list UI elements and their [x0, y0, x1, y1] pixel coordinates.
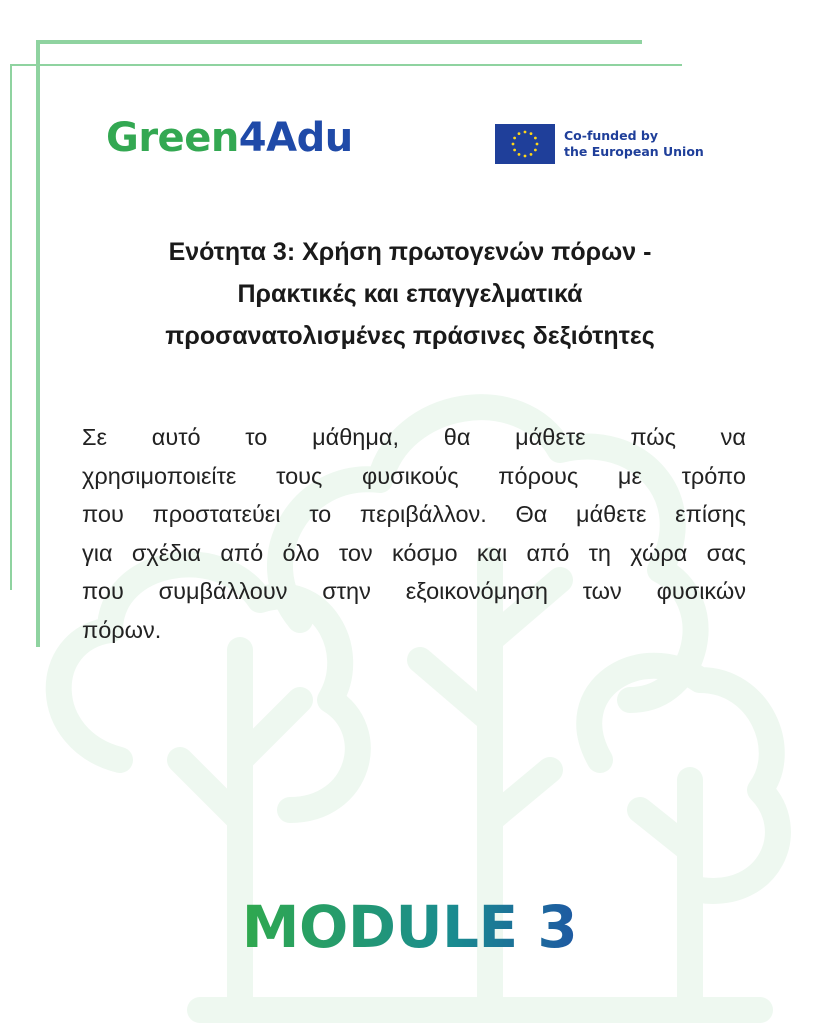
body-line: που προστατεύει το περιβάλλον. Θα μάθετε επίσης: [82, 501, 746, 527]
eu-star: [518, 153, 521, 156]
page-title: [100, 231, 720, 357]
eu-star: [536, 143, 539, 146]
logo-text-green: Green: [106, 115, 239, 161]
logo-text-four: 4: [238, 115, 267, 161]
eu-star: [534, 149, 537, 152]
eu-star: [512, 143, 515, 146]
eu-star: [524, 131, 527, 134]
module-label: MODULE 3: [0, 898, 819, 956]
eu-star: [513, 149, 516, 152]
title-line-2: Πρακτικές και επαγγελματικά: [237, 280, 583, 308]
frame-top-line: [36, 40, 642, 44]
eu-star: [524, 155, 527, 158]
eu-star: [518, 132, 521, 135]
eu-line-1: Co-funded by: [564, 128, 659, 143]
frame-left-thin-line: [10, 64, 12, 590]
eu-star: [513, 137, 516, 140]
frame-top-thin-line: [10, 64, 682, 66]
logo-text-adu: Adu: [266, 115, 353, 161]
eu-star: [534, 137, 537, 140]
body-line: χρησιμοποιείτε τους φυσικούς πόρους με τρόπο: [82, 462, 746, 489]
body-line: Σε αυτό το μάθημα, θα μάθετε πώς να: [82, 424, 746, 450]
eu-star: [530, 153, 533, 156]
eu-star: [530, 132, 533, 135]
frame-left-line: [36, 40, 40, 647]
title-line-1: Ενότητα 3: Χρήση πρωτογενών πόρων -: [168, 238, 652, 266]
eu-flag-icon: [495, 124, 555, 164]
title-line-3: προσανατολισμένες πράσινες δεξιότητες: [165, 322, 655, 350]
eu-cofunded-text: [564, 128, 704, 160]
body-line: για σχέδια από όλο τον κόσμο και από τη χώρα σας: [82, 539, 746, 566]
body-line: πόρων.: [82, 616, 162, 643]
lesson-description: [82, 418, 746, 649]
green4adu-logo: [106, 115, 353, 161]
eu-line-2: the European Union: [564, 144, 704, 159]
body-line: που συμβάλλουν στην εξοικονόμηση των φυσικών: [82, 578, 746, 604]
